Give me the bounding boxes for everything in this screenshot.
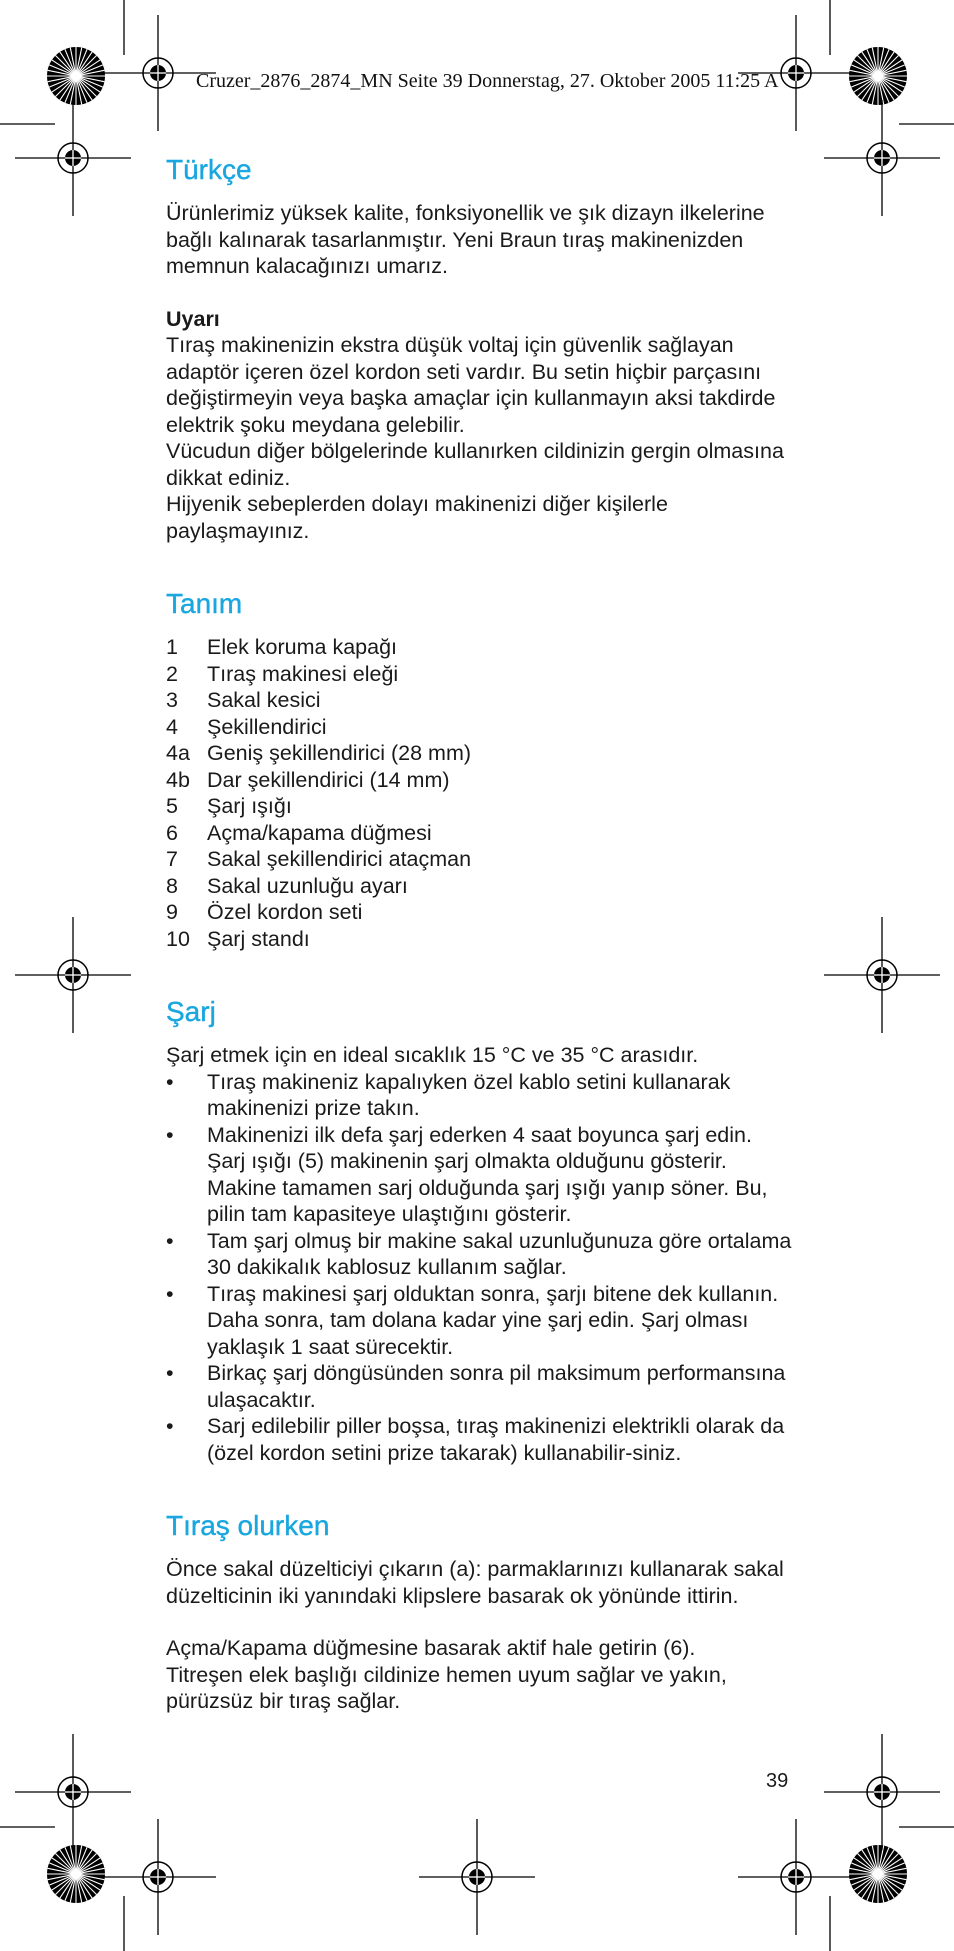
bullet-text: Tıraş makinesi şarj olduktan sonra, şarjı bitene dek kullanın. Daha sonra, tam dolana kadar yine şarj edin. Şarj olması yaklaşık 1 saat sürecektir. (207, 1281, 779, 1359)
bullet-text: Sarj edilebilir piller boşsa, tıraş makinenizi elektrikli olarak da (özel kordon setini prize takarak) kullanabilir-siniz. (207, 1414, 785, 1465)
section-title-turkce: Türkçe (166, 154, 252, 185)
charging-bullets (166, 1069, 796, 1467)
list-item (166, 1413, 796, 1466)
list-item (166, 846, 796, 873)
print-slug: Cruzer_2876_2874_MN Seite 39 Donnerstag, 27. Oktober 2005 11:25 A (196, 70, 779, 92)
section-title-tanim: Tanım (166, 588, 243, 619)
bullet-text: Tıraş makineniz kapalıyken özel kablo setini kullanarak makinenizi prize takın. (207, 1069, 731, 1120)
charging-intro: Şarj etmek için en ideal sıcaklık 15 °C ve 35 °C arasıdır. (166, 1043, 699, 1067)
bullet: • (166, 1228, 174, 1253)
warning-text-2: Vücudun diğer bölgelerinde kullanırken cildinizin gergin olmasına dikkat ediniz. (166, 439, 784, 490)
item-label: Geniş şekillendirici (28 mm) (207, 741, 472, 765)
list-item (166, 740, 796, 767)
list-item (166, 899, 796, 926)
bullet-text: Makinenizi ilk defa şarj ederken 4 saat boyunca şarj edin. Şarj ışığı (5) makinenin şarj olmakta olduğunu gösterir. Makine tamamen sarj olduğunda şarj ışığı yanıp söner. Bu, pilin tam kapasiteye ulaştığını gösterir. (207, 1122, 768, 1226)
item-label: Sakal şekillendirici ataçman (207, 847, 472, 871)
document-body (166, 152, 796, 1715)
item-number: 4 (166, 714, 178, 739)
list-item (166, 767, 796, 794)
item-number: 9 (166, 900, 178, 924)
list-item (166, 820, 796, 847)
item-number: 5 (166, 794, 178, 818)
section-title-tiras-olurken: Tıraş olurken (166, 1510, 330, 1541)
item-label: Özel kordon seti (207, 900, 363, 924)
item-label: Tıraş makinesi eleği (207, 661, 399, 686)
list-item (166, 926, 796, 953)
item-label: Dar şekillendirici (14 mm) (207, 767, 450, 792)
parts-list (166, 634, 796, 952)
warning-heading: Uyarı (166, 306, 220, 331)
bullet: • (166, 1122, 174, 1147)
item-number: 8 (166, 873, 178, 898)
bullet-text: Birkaç şarj döngüsünden sonra pil maksimum performansına ulaşacaktır. (207, 1361, 786, 1412)
item-number: 7 (166, 847, 178, 871)
item-number: 4b (166, 767, 190, 792)
bullet: • (166, 1414, 174, 1438)
item-label: Elek koruma kapağı (207, 635, 398, 659)
intro-paragraph: Ürünlerimiz yüksek kalite, fonksiyonellik ve şık dizayn ilkelerine bağlı kalınarak tasarlanmıştır. Yeni Braun tıraş makinenizden memnun kalacağınızı umarız. (166, 201, 765, 278)
bullet: • (166, 1281, 174, 1306)
page-number: 39 (766, 1770, 789, 1792)
list-item (166, 1122, 796, 1228)
list-item (166, 714, 796, 741)
shaving-paragraph-1: Önce sakal düzelticiyi çıkarın (a): parmaklarınızı kullanarak sakal düzelticinin iki yanındaki klipslere basarak ok yönünde ittirin. (166, 1557, 784, 1608)
item-number: 3 (166, 688, 178, 712)
item-label: Sakal uzunluğu ayarı (207, 873, 408, 898)
item-label: Şarj ışığı (207, 794, 292, 818)
item-number: 4a (166, 741, 190, 765)
bullet: • (166, 1069, 174, 1094)
list-item (166, 1069, 796, 1122)
item-number: 2 (166, 661, 178, 686)
list-item (166, 793, 796, 820)
item-label: Şarj standı (207, 926, 310, 951)
list-item (166, 661, 796, 688)
bullet: • (166, 1361, 174, 1385)
list-item (166, 1228, 796, 1281)
list-item (166, 634, 796, 661)
item-number: 6 (166, 820, 178, 845)
item-label: Sakal kesici (207, 688, 321, 712)
shaving-paragraph-2b: Titreşen elek başlığı cildinize hemen uyum sağlar ve yakın, pürüzsüz bir tıraş sağlar. (166, 1662, 727, 1713)
list-item (166, 1360, 796, 1413)
list-item (166, 687, 796, 714)
warning-text-3: Hijyenik sebeplerden dolayı makinenizi diğer kişilerle paylaşmayınız. (166, 492, 668, 543)
warning-text-1: Tıraş makinenizin ekstra düşük voltaj için güvenlik sağlayan adaptör içeren özel kordon seti vardır. Bu setin hiçbir parçasını değiştirmeyin veya başka amaçlar için kullanmayın aksi takdirde elektrik şoku meydana gelebilir. (166, 333, 776, 437)
list-item (166, 873, 796, 900)
item-number: 1 (166, 635, 178, 659)
bullet-text: Tam şarj olmuş bir makine sakal uzunluğunuza göre ortalama 30 dakikalık kablosuz kullanım sağlar. (207, 1228, 792, 1279)
list-item (166, 1281, 796, 1361)
item-number: 10 (166, 926, 190, 951)
section-title-sarj: Şarj (166, 996, 216, 1027)
item-label: Açma/kapama düğmesi (207, 820, 432, 845)
item-label: Şekillendirici (207, 714, 327, 739)
shaving-paragraph-2a: Açma/Kapama düğmesine basarak aktif hale getirin (6). (166, 1636, 696, 1660)
